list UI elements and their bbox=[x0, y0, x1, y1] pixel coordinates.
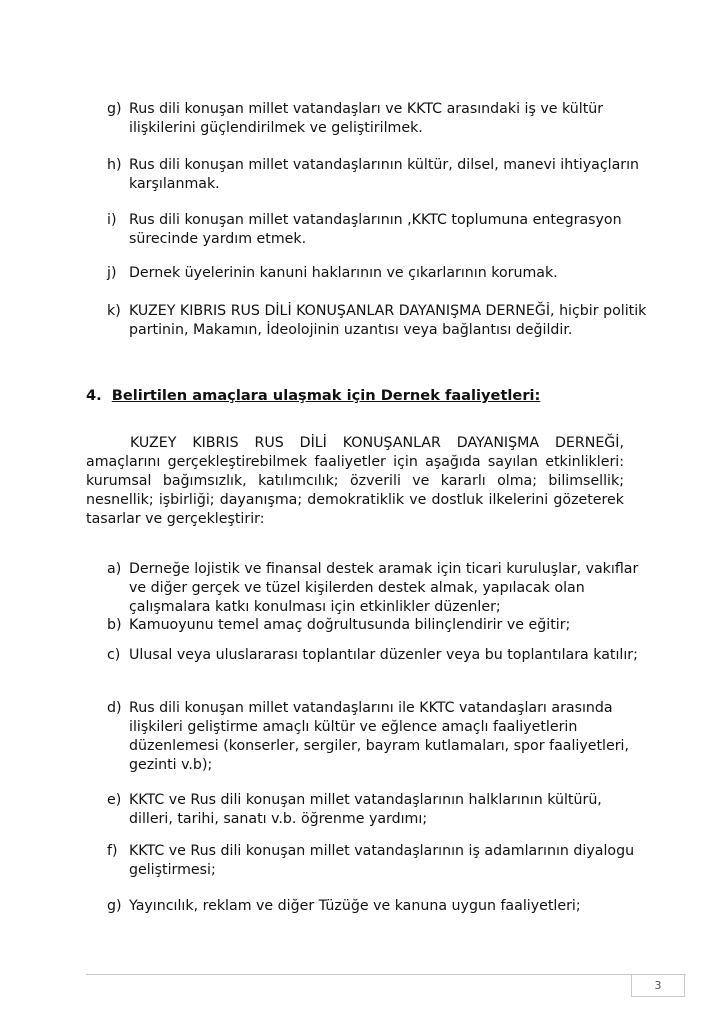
list-item bbox=[107, 302, 647, 340]
list-item-text: Rus dili konuşan millet vatandaşlarının kültür, dilsel, manevi ihtiyaçların karşılanmak. bbox=[129, 157, 640, 192]
list-item bbox=[107, 897, 647, 916]
list-item-text: Rus dili konuşan millet vatandaşları ve KKTC arasındaki iş ve kültür ilişkilerini güçlendirilmek ve geliştirilmek. bbox=[129, 101, 604, 136]
list-item-label: j) bbox=[107, 265, 117, 281]
list-item-label: i) bbox=[107, 212, 117, 228]
list-item bbox=[107, 156, 647, 194]
list-item bbox=[107, 646, 647, 665]
list-item-label: a) bbox=[107, 561, 122, 577]
section-title: Belirtilen amaçlara ulaşmak için Dernek faaliyetleri: bbox=[111, 387, 541, 404]
list-item bbox=[107, 100, 647, 138]
list-item-text: Kamuoyunu temel amaç doğrultusunda bilinçlendirir ve eğitir; bbox=[129, 617, 571, 633]
list-item-text: Yayıncılık, reklam ve diğer Tüzüğe ve kanuna uygun faaliyetleri; bbox=[129, 898, 581, 914]
list-item-label: g) bbox=[107, 898, 122, 914]
body-paragraph: KUZEY KIBRIS RUS DİLİ KONUŞANLAR DAYANIŞMA DERNEĞİ, amaçlarını gerçekleştirebilmek faaliyetler için aşağıda sayılan etkinlikleri: kurumsal bağımsızlık, katılımcılık; özverili ve kararlı olma; bilimsellik; nesnellik; işbirliği; dayanışma; demokratiklik ve dostluk ilkelerini gözeterek tasarlar ve gerçekleştirir: bbox=[86, 435, 624, 527]
list-item-text: Dernek üyelerinin kanuni haklarının ve çıkarlarının korumak. bbox=[129, 265, 558, 281]
section-number: 4. bbox=[86, 387, 102, 404]
list-item-text: Rus dili konuşan millet vatandaşlarını ile KKTC vatandaşları arasında ilişkileri geliştirme amaçlı kültür ve eğlence amaçlı faaliyetlerin düzenlemesi (konserler, sergiler, bayram kutlamaları, spor faaliyetleri, gezinti v.b); bbox=[129, 700, 629, 773]
section-heading bbox=[86, 386, 540, 405]
list-item-label: g) bbox=[107, 101, 122, 117]
page-number: 3 bbox=[631, 974, 685, 997]
list-item-text: KUZEY KIBRIS RUS DİLİ KONUŞANLAR DAYANIŞMA DERNEĞİ, hiçbir politik partinin, Makamın, İdeolojinin uzantısı veya bağlantısı değildir. bbox=[129, 303, 647, 338]
list-item bbox=[107, 842, 647, 880]
list-item-label: b) bbox=[107, 617, 122, 633]
list-item bbox=[107, 791, 647, 829]
list-item bbox=[107, 560, 647, 617]
list-item-text: Derneğe lojistik ve finansal destek aramak için ticari kuruluşlar, vakıflar ve diğer gerçek ve tüzel kişilerden destek almak, yapılacak olan çalışmalara katkı konulması için etkinlikler düzenler; bbox=[129, 561, 639, 615]
list-item bbox=[107, 264, 647, 283]
list-item-label: e) bbox=[107, 792, 122, 808]
list-item bbox=[107, 699, 647, 775]
list-item-label: k) bbox=[107, 303, 121, 319]
list-item-label: h) bbox=[107, 157, 122, 173]
list-item-text: Ulusal veya uluslararası toplantılar düzenler veya bu toplantılara katılır; bbox=[129, 647, 638, 663]
footer-divider bbox=[86, 974, 686, 975]
list-item bbox=[107, 211, 647, 249]
list-item-label: d) bbox=[107, 700, 122, 716]
list-item-text: Rus dili konuşan millet vatandaşlarının ,KKTC toplumuna entegrasyon sürecinde yardım etmek. bbox=[129, 212, 622, 247]
list-item-label: f) bbox=[107, 843, 118, 859]
list-item-label: c) bbox=[107, 647, 121, 663]
list-item bbox=[107, 616, 647, 635]
list-item-text: KKTC ve Rus dili konuşan millet vatandaşlarının halklarının kültürü, dilleri, tarihi, sanatı v.b. öğrenme yardımı; bbox=[129, 792, 602, 827]
list-item-text: KKTC ve Rus dili konuşan millet vatandaşlarının iş adamlarının diyalogu geliştirmesi; bbox=[129, 843, 635, 878]
